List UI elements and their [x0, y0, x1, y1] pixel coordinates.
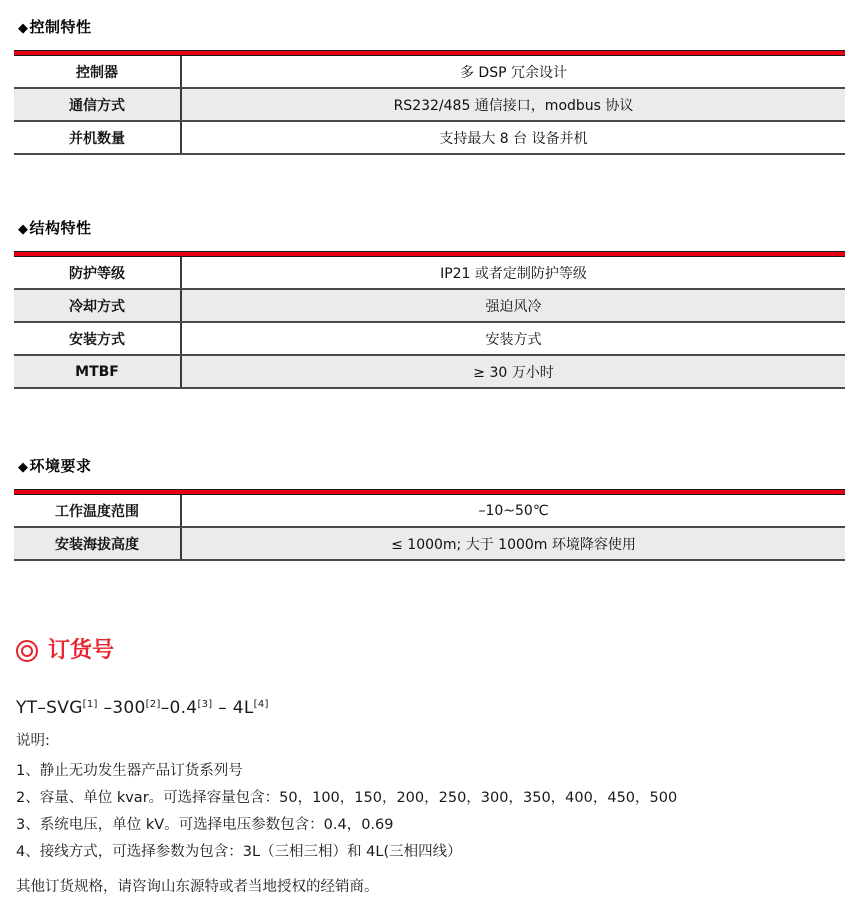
diamond-icon: ◆: [18, 222, 29, 237]
row-label: 控制器: [14, 56, 182, 87]
table-body: [14, 495, 845, 561]
order-code-line: [16, 697, 856, 719]
table-row: [14, 321, 845, 354]
code-segment: YT–SVG: [16, 698, 83, 718]
order-title-text: 订货号: [48, 638, 115, 663]
section-header-control: [18, 0, 856, 38]
table-row: [14, 526, 845, 559]
code-segment: –0.4: [160, 698, 198, 718]
code-superscript: [3]: [197, 699, 213, 710]
row-label: 工作温度范围: [14, 495, 182, 526]
structure-spec-table: [14, 251, 845, 389]
section-header-environment: [18, 457, 856, 477]
order-note-item: 3、系统电压，单位 kV。可选择电压参数包含：0.4，0.69: [16, 817, 394, 833]
table-row: [14, 257, 845, 288]
row-label: 并机数量: [14, 122, 182, 153]
section-header-structure: [18, 219, 856, 239]
order-notes-list: [16, 758, 856, 866]
row-value: RS232/485 通信接口，modbus 协议: [393, 97, 634, 114]
environment-spec-table: [14, 489, 845, 561]
code-segment: – 4L: [212, 698, 254, 718]
row-label: 冷却方式: [14, 290, 182, 321]
row-label: 通信方式: [14, 89, 182, 120]
control-spec-table: [14, 50, 845, 155]
row-value: –10~50℃: [478, 502, 549, 519]
table-row: [14, 87, 845, 120]
code-superscript: [1]: [82, 699, 98, 710]
row-value: ≥ 30 万小时: [473, 364, 554, 381]
table-body: [14, 257, 845, 389]
order-note-item: 1、静止无功发生器产品订货系列号: [16, 763, 243, 779]
table-row: [14, 354, 845, 387]
section-title: 控制特性: [29, 18, 92, 36]
row-value: ≤ 1000m; 大于 1000m 环境降容使用: [391, 536, 636, 553]
footer-note: 其他订货规格，请咨询山东源特或者当地授权的经销商。: [16, 879, 379, 895]
table-row: [14, 120, 845, 153]
row-value: 多 DSP 冗余设计: [459, 64, 567, 81]
table-row: [14, 56, 845, 87]
row-value: 安装方式: [485, 331, 542, 348]
order-note-item: 2、容量、单位 kvar。可选择容量包含：50，100，150，200，250，300，350，400，450，500: [16, 790, 678, 806]
code-superscript: [2]: [145, 699, 161, 710]
code-superscript: [4]: [253, 699, 269, 710]
row-value: 强迫风冷: [485, 298, 542, 315]
order-section-title: [16, 637, 856, 665]
table-row: [14, 495, 845, 526]
diamond-icon: ◆: [18, 460, 29, 475]
row-label: 防护等级: [14, 257, 182, 288]
order-note-item: 4、接线方式，可选择参数为包含：3L（三相三相）和 4L(三相四线）: [16, 844, 462, 860]
row-label: 安装方式: [14, 323, 182, 354]
row-value: 支持最大 8 台 设备并机: [439, 130, 588, 147]
row-label: 安装海拔高度: [14, 528, 182, 559]
code-segment: –300: [97, 698, 146, 718]
table-body: [14, 56, 845, 155]
section-title: 结构特性: [29, 219, 92, 237]
table-row: [14, 288, 845, 321]
section-title: 环境要求: [29, 457, 92, 475]
row-label: MTBF: [14, 356, 182, 387]
notes-label: 说明:: [16, 733, 50, 749]
double-circle-icon: [16, 640, 38, 662]
diamond-icon: ◆: [18, 21, 29, 36]
row-value: IP21 或者定制防护等级: [440, 265, 587, 282]
